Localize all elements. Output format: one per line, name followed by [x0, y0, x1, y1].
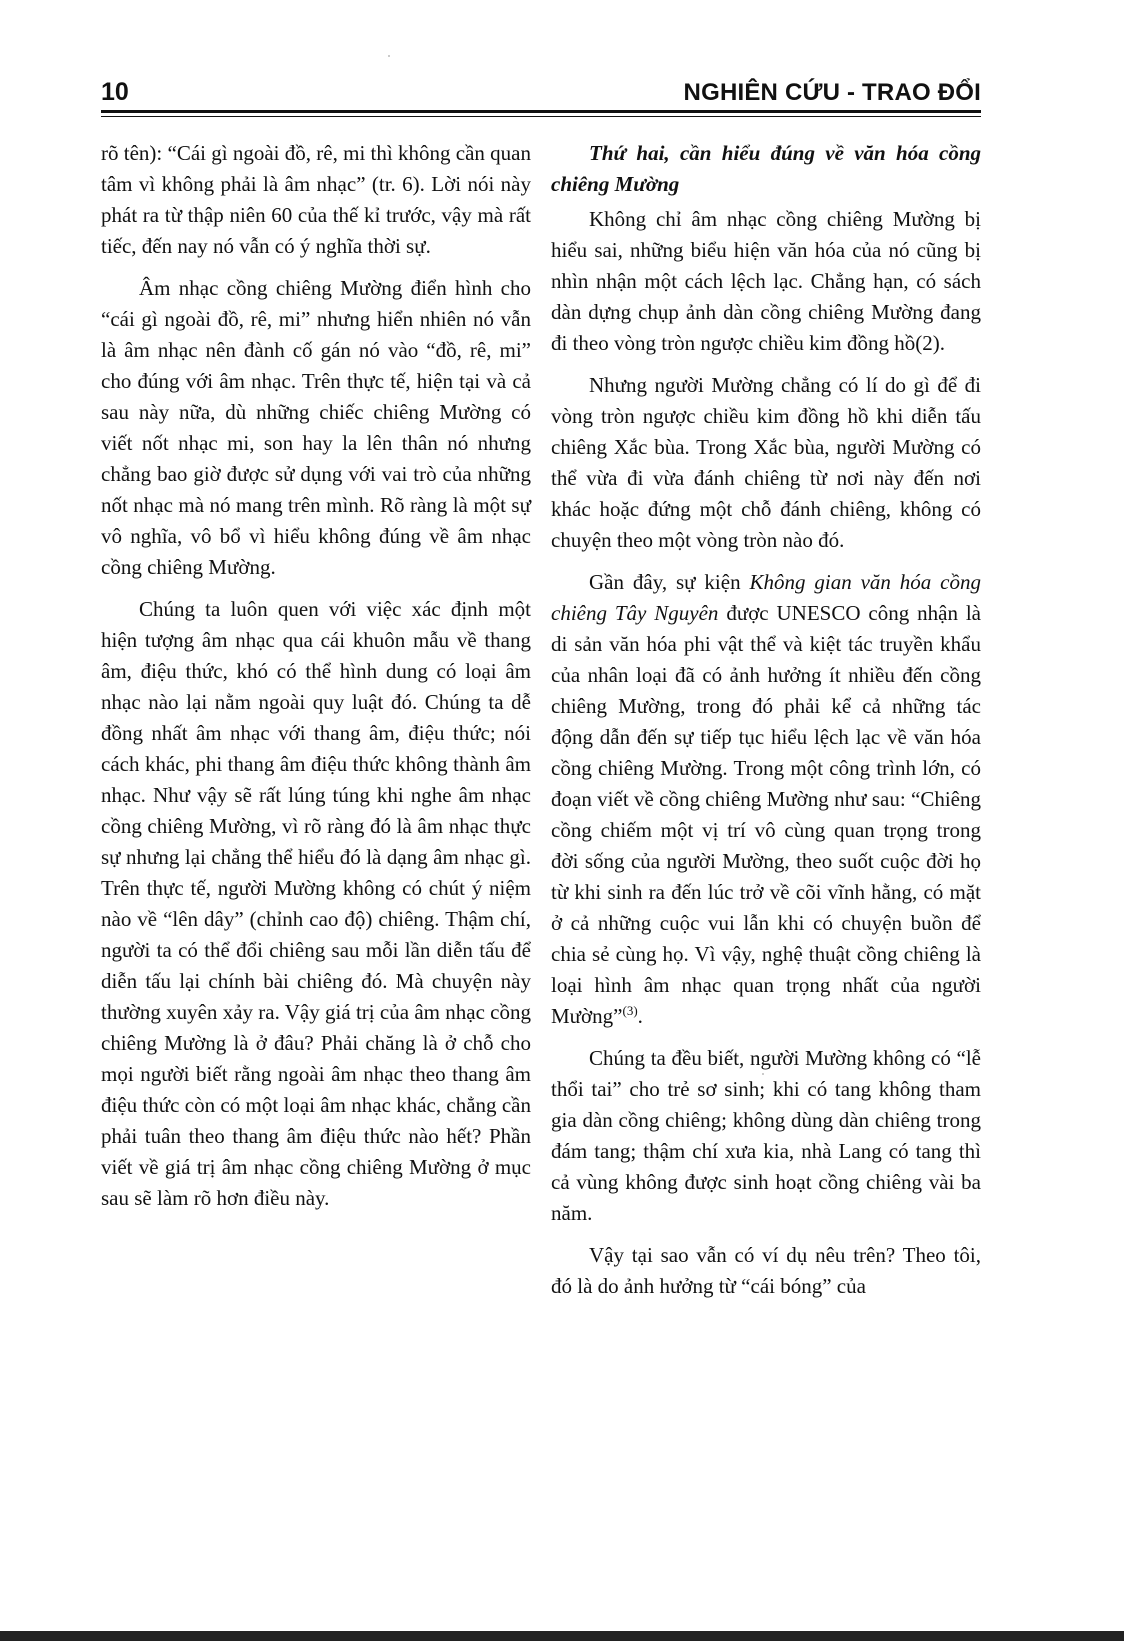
paragraph: Âm nhạc cồng chiêng Mường điển hình cho “cái gì ngoài đồ, rê, mi” nhưng hiển nhiên nó vẫn là âm nhạc nên đành cố gán nó vào “đồ, rê, mi” cho đúng với âm nhạc. Trên thực tế, hiện tại và cả sau này nữa, dù những chiếc chiêng Mường có viết nốt nhạc mi, son hay la lên thân nó nhưng chẳng bao giờ được sử dụng với vai trò của những nốt nhạc mà nó mang trên mình. Rõ ràng là một sự vô nghĩa, vô bổ vì hiểu không đúng về âm nhạc cồng chiêng Mường. — [101, 276, 531, 579]
scan-edge — [0, 1631, 1124, 1641]
scan-speck — [762, 1073, 764, 1075]
section-heading: Thứ hai, cần hiểu đúng về văn hóa cồng chiêng Mường — [551, 141, 981, 196]
paragraph: Không chỉ âm nhạc cồng chiêng Mường bị hiểu sai, những biểu hiện văn hóa của nó cũng bị nhìn nhận một cách lệch lạc. Chẳng hạn, có sách dàn dựng chụp ảnh dàn cồng chiêng Mường đang đi theo vòng tròn ngược chiều kim đồng hồ(2). — [551, 207, 981, 355]
right-column — [551, 138, 981, 1313]
text-run: Gần đây, sự kiện — [589, 570, 750, 594]
scan-speck — [388, 55, 390, 57]
text-run: được UNESCO công nhận là di sản văn hóa phi vật thể và kiệt tác truyền khẩu của nhân loại đã có ảnh hưởng ít nhiều đến cồng chiêng Mường, trong đó phải kể cả những tác động dẫn đến sự tiếp tục hiểu lệch lạc về văn hóa cồng chiêng Mường. Trong một công trình lớn, có đoạn viết về cồng chiêng Mường như sau: “Chiêng cồng chiếm một vị trí vô cùng quan trọng trong đời sống của người Mường, theo suốt cuộc đời họ từ khi sinh ra đến lúc trở về cõi vĩnh hằng, có mặt ở cả những cuộc vui lẫn khi có chuyện buồn để chia sẻ cùng họ. Vì vậy, nghệ thuật cồng chiêng là loại hình âm nhạc quan trọng nhất của người Mường” — [551, 601, 982, 1028]
section-title: NGHIÊN CỨU - TRAO ĐỔI — [683, 79, 981, 106]
paragraph: Nhưng người Mường chẳng có lí do gì để đi vòng tròn ngược chiều kim đồng hồ khi diễn tấu chiêng Xắc bùa. Trong Xắc bùa, người Mường có thể vừa đi vừa đánh chiêng từ nơi này đến nơi khác hoặc đứng một chỗ đánh chiêng, không có chuyện theo một vòng tròn nào đó. — [551, 373, 981, 552]
footnote-marker: (3) — [622, 1003, 638, 1018]
header-rule-thick — [101, 110, 981, 113]
paragraph — [551, 567, 981, 1032]
paragraph: Chúng ta đều biết, người Mường không có “lễ thổi tai” cho trẻ sơ sinh; khi có tang không tham gia dàn cồng chiêng; không dùng dàn chiêng trong đám tang; thậm chí xưa kia, nhà Lang có tang thì cả vùng không được sinh hoạt cồng chiêng vài ba năm. — [551, 1046, 981, 1225]
italic-title: Không gian văn hóa cồng chiêng Tây Nguyên — [551, 570, 982, 625]
page-number: 10 — [101, 78, 129, 106]
paragraph: Vậy tại sao vẫn có ví dụ nêu trên? Theo tôi, đó là do ảnh hưởng từ “cái bóng” của — [551, 1243, 981, 1298]
left-column — [101, 138, 531, 1225]
paragraph: Chúng ta luôn quen với việc xác định một hiện tượng âm nhạc qua cái khuôn mẫu về thang âm, điệu thức, khó có thể hình dung có loại âm nhạc nào lại nằm ngoài quy luật đó. Chúng ta dễ đồng nhất âm nhạc với thang âm, điệu thức; nói cách khác, phi thang âm điệu thức không thành âm nhạc. Như vậy sẽ rất lúng túng khi nghe âm nhạc cồng chiêng Mường, vì rõ ràng đó là âm nhạc thực sự nhưng lại chẳng thể hiểu đó là dạng âm nhạc gì. Trên thực tế, người Mường không có chút ý niệm nào về “lên dây” (chỉnh cao độ) chiêng. Thậm chí, người ta có thể đổi chiêng sau mỗi lần diễn tấu để diễn tấu lại chính bài chiêng đó. Mà chuyện này thường xuyên xảy ra. Vậy giá trị của âm nhạc cồng chiêng Mường là ở đâu? Phải chăng là ở chỗ cho mọi người biết rằng ngoài âm nhạc theo thang âm điệu thức còn có một loại âm nhạc khác, chẳng cần phải tuân theo thang âm điệu thức nào hết? Phần viết về giá trị âm nhạc cồng chiêng Mường ở mục sau sẽ làm rõ hơn điều này. — [101, 597, 531, 1210]
header-rule-thin — [101, 116, 981, 117]
text-run: . — [637, 1004, 643, 1028]
paragraph: rõ tên): “Cái gì ngoài đồ, rê, mi thì không cần quan tâm vì không phải là âm nhạc” (tr. 6). Lời nói này phát ra từ thập niên 60 của thế kỉ trước, vậy mà rất tiếc, đến nay nó vẫn có ý nghĩa thời sự. — [101, 141, 531, 258]
